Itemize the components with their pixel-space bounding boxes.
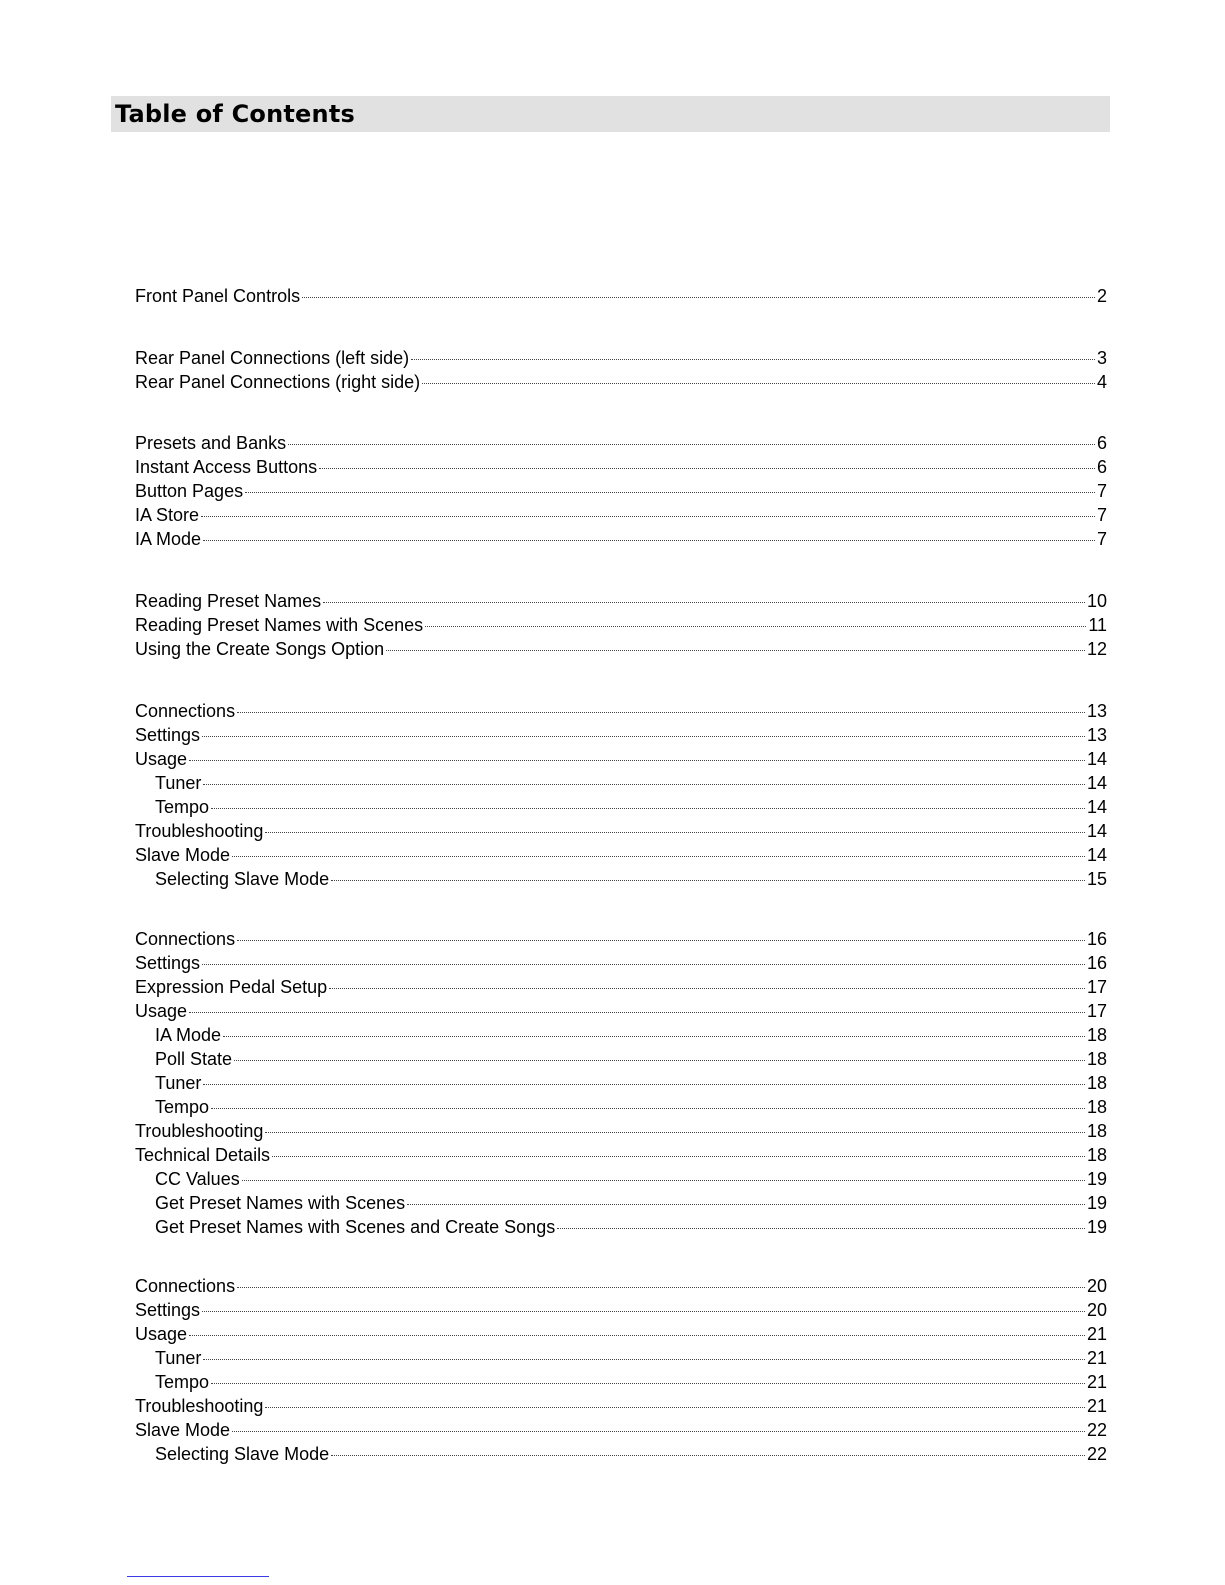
toc-entry[interactable] [135, 480, 1107, 502]
toc-entry-label: Poll State [155, 1049, 233, 1069]
dot-leader [203, 1084, 1085, 1085]
dot-leader [202, 1311, 1085, 1312]
toc-entry-label: Get Preset Names with Scenes [155, 1193, 406, 1213]
toc-entry-page-number: 13 [1086, 701, 1107, 721]
toc-entry-page-number: 18 [1086, 1121, 1107, 1141]
toc-entry-page-number: 3 [1096, 348, 1107, 368]
dot-leader [203, 784, 1085, 785]
dot-leader [422, 383, 1095, 384]
dot-leader [331, 880, 1085, 881]
toc-entry[interactable] [135, 1395, 1107, 1417]
toc-entry-page-number: 14 [1086, 749, 1107, 769]
toc-entry-page-number: 21 [1086, 1372, 1107, 1392]
footnote-separator [127, 1576, 269, 1577]
dot-leader [242, 1180, 1085, 1181]
toc-entry[interactable] [135, 952, 1107, 974]
toc-entry-label: Tuner [155, 773, 202, 793]
toc-entry-label: Selecting Slave Mode [155, 869, 330, 889]
toc-entry-page-number: 21 [1086, 1324, 1107, 1344]
toc-entry-page-number: 7 [1096, 481, 1107, 501]
dot-leader [245, 492, 1095, 493]
toc-entry-label: Usage [135, 749, 188, 769]
dot-leader [232, 1431, 1085, 1432]
toc-entry[interactable] [135, 1419, 1107, 1441]
dot-leader [265, 832, 1085, 833]
dot-leader [237, 712, 1085, 713]
toc-entry-page-number: 16 [1086, 929, 1107, 949]
dot-leader [189, 1012, 1085, 1013]
toc-entry[interactable] [135, 700, 1107, 722]
toc-entry[interactable] [135, 748, 1107, 770]
toc-entry-page-number: 17 [1086, 977, 1107, 997]
toc-entry-label: Slave Mode [135, 845, 231, 865]
toc-entry[interactable] [135, 1144, 1107, 1166]
toc-entry-label: Using the Create Songs Option [135, 639, 385, 659]
toc-entry-page-number: 18 [1086, 1097, 1107, 1117]
toc-entry-page-number: 2 [1096, 286, 1107, 306]
toc-entry[interactable] [155, 1072, 1107, 1094]
toc-entry[interactable] [155, 796, 1107, 818]
toc-entry[interactable] [155, 1168, 1107, 1190]
dot-leader [386, 650, 1085, 651]
dot-leader [425, 626, 1086, 627]
toc-entry[interactable] [135, 724, 1107, 746]
toc-entry[interactable] [135, 976, 1107, 998]
toc-entry[interactable] [155, 1048, 1107, 1070]
dot-leader [265, 1407, 1085, 1408]
toc-entry-page-number: 4 [1096, 372, 1107, 392]
toc-entry-label: Slave Mode [135, 1420, 231, 1440]
toc-entry-page-number: 22 [1086, 1420, 1107, 1440]
page-title: Table of Contents [115, 100, 355, 128]
toc-entry-page-number: 10 [1086, 591, 1107, 611]
toc-entry-label: Rear Panel Connections (right side) [135, 372, 421, 392]
toc-entry-page-number: 6 [1096, 433, 1107, 453]
toc-entry-label: Troubleshooting [135, 1396, 264, 1416]
dot-leader [211, 1383, 1085, 1384]
dot-leader [265, 1132, 1085, 1133]
toc-entry-label: Instant Access Buttons [135, 457, 318, 477]
dot-leader [232, 856, 1085, 857]
toc-entry[interactable] [155, 868, 1107, 890]
toc-entry-page-number: 21 [1086, 1348, 1107, 1368]
dot-leader [288, 444, 1095, 445]
toc-entry-page-number: 7 [1096, 529, 1107, 549]
toc-entry-label: Troubleshooting [135, 821, 264, 841]
toc-entry[interactable] [155, 1096, 1107, 1118]
toc-entry-page-number: 22 [1086, 1444, 1107, 1464]
toc-entry-label: Tempo [155, 1372, 210, 1392]
toc-entry-page-number: 18 [1086, 1145, 1107, 1165]
toc-entry[interactable] [135, 844, 1107, 866]
dot-leader [237, 1287, 1085, 1288]
toc-entry[interactable] [135, 1275, 1107, 1297]
toc-entry-label: Reading Preset Names [135, 591, 322, 611]
toc-entry[interactable] [155, 1024, 1107, 1046]
toc-entry[interactable] [135, 347, 1107, 369]
toc-entry-label: Tempo [155, 1097, 210, 1117]
dot-leader [201, 516, 1095, 517]
toc-entry-label: Front Panel Controls [135, 286, 301, 306]
dot-leader [211, 808, 1085, 809]
toc-entry-page-number: 13 [1086, 725, 1107, 745]
toc-entry[interactable] [135, 928, 1107, 950]
toc-entry[interactable] [135, 528, 1107, 550]
toc-entry-label: Expression Pedal Setup [135, 977, 328, 997]
dot-leader [557, 1228, 1085, 1229]
toc-entry[interactable] [135, 456, 1107, 478]
toc-entry-page-number: 14 [1086, 797, 1107, 817]
dot-leader [189, 760, 1085, 761]
dot-leader [331, 1455, 1085, 1456]
toc-entry-page-number: 12 [1086, 639, 1107, 659]
toc-entry-page-number: 19 [1086, 1193, 1107, 1213]
toc-entry-page-number: 14 [1086, 845, 1107, 865]
dot-leader [319, 468, 1095, 469]
toc-entry-label: Reading Preset Names with Scenes [135, 615, 424, 635]
toc-entry-page-number: 14 [1086, 773, 1107, 793]
toc-entry-label: Usage [135, 1001, 188, 1021]
toc-entry[interactable] [135, 1299, 1107, 1321]
toc-entry[interactable] [135, 590, 1107, 612]
toc-entry-label: IA Mode [155, 1025, 222, 1045]
toc-entry[interactable] [135, 371, 1107, 393]
dot-leader [202, 964, 1085, 965]
toc-entry[interactable] [155, 1347, 1107, 1369]
toc-entry-label: Button Pages [135, 481, 244, 501]
toc-entry-label: IA Mode [135, 529, 202, 549]
toc-entry-page-number: 7 [1096, 505, 1107, 525]
toc-entry-label: Get Preset Names with Scenes and Create Songs [155, 1217, 556, 1237]
toc-entry[interactable] [155, 1192, 1107, 1214]
dot-leader [223, 1036, 1085, 1037]
toc-entry-page-number: 14 [1086, 821, 1107, 841]
toc-entry[interactable] [135, 820, 1107, 842]
toc-entry-label: CC Values [155, 1169, 240, 1189]
toc-entry-label: Rear Panel Connections (left side) [135, 348, 410, 368]
toc-entry-page-number: 20 [1086, 1276, 1107, 1296]
toc-entry[interactable] [155, 1216, 1107, 1238]
dot-leader [237, 940, 1085, 941]
toc-entry-page-number: 18 [1086, 1049, 1107, 1069]
dot-leader [323, 602, 1085, 603]
toc-entry-label: Selecting Slave Mode [155, 1444, 330, 1464]
toc-entry-page-number: 18 [1086, 1073, 1107, 1093]
toc-entry-page-number: 11 [1088, 615, 1107, 635]
toc-entry[interactable] [135, 1323, 1107, 1345]
dot-leader [202, 736, 1085, 737]
toc-entry[interactable] [135, 1000, 1107, 1022]
toc-entry[interactable] [135, 432, 1107, 454]
toc-entry[interactable] [135, 638, 1107, 660]
dot-leader [203, 540, 1095, 541]
toc-entry-label: Technical Details [135, 1145, 271, 1165]
dot-leader [302, 297, 1095, 298]
toc-entry-page-number: 19 [1086, 1169, 1107, 1189]
toc-entry[interactable] [135, 614, 1107, 636]
dot-leader [329, 988, 1085, 989]
dot-leader [407, 1204, 1085, 1205]
toc-entry-label: Settings [135, 725, 201, 745]
toc-entry-page-number: 21 [1086, 1396, 1107, 1416]
toc-entry-page-number: 18 [1086, 1025, 1107, 1045]
toc-entry-page-number: 20 [1086, 1300, 1107, 1320]
toc-entry-page-number: 19 [1086, 1217, 1107, 1237]
toc-entry-label: Troubleshooting [135, 1121, 264, 1141]
toc-entry-page-number: 16 [1086, 953, 1107, 973]
toc-entry-page-number: 17 [1086, 1001, 1107, 1021]
toc-entry[interactable] [155, 1443, 1107, 1465]
toc-entry[interactable] [135, 1120, 1107, 1142]
dot-leader [234, 1060, 1085, 1061]
toc-entry[interactable] [135, 504, 1107, 526]
toc-entry[interactable] [135, 285, 1107, 307]
toc-entry-label: Connections [135, 929, 236, 949]
dot-leader [411, 359, 1095, 360]
toc-entry-page-number: 15 [1086, 869, 1107, 889]
dot-leader [189, 1335, 1085, 1336]
dot-leader [272, 1156, 1085, 1157]
toc-entry-label: Usage [135, 1324, 188, 1344]
toc-entry-page-number: 6 [1096, 457, 1107, 477]
toc-entry[interactable] [155, 772, 1107, 794]
toc-entry-label: Settings [135, 953, 201, 973]
toc-entry-label: Tuner [155, 1348, 202, 1368]
toc-entry-label: Tuner [155, 1073, 202, 1093]
toc-entry-label: IA Store [135, 505, 200, 525]
dot-leader [211, 1108, 1085, 1109]
toc-entry[interactable] [155, 1371, 1107, 1393]
toc-entry-label: Connections [135, 1276, 236, 1296]
dot-leader [203, 1359, 1085, 1360]
toc-entry-label: Connections [135, 701, 236, 721]
toc-entry-label: Presets and Banks [135, 433, 287, 453]
toc-entry-label: Settings [135, 1300, 201, 1320]
toc-entry-label: Tempo [155, 797, 210, 817]
